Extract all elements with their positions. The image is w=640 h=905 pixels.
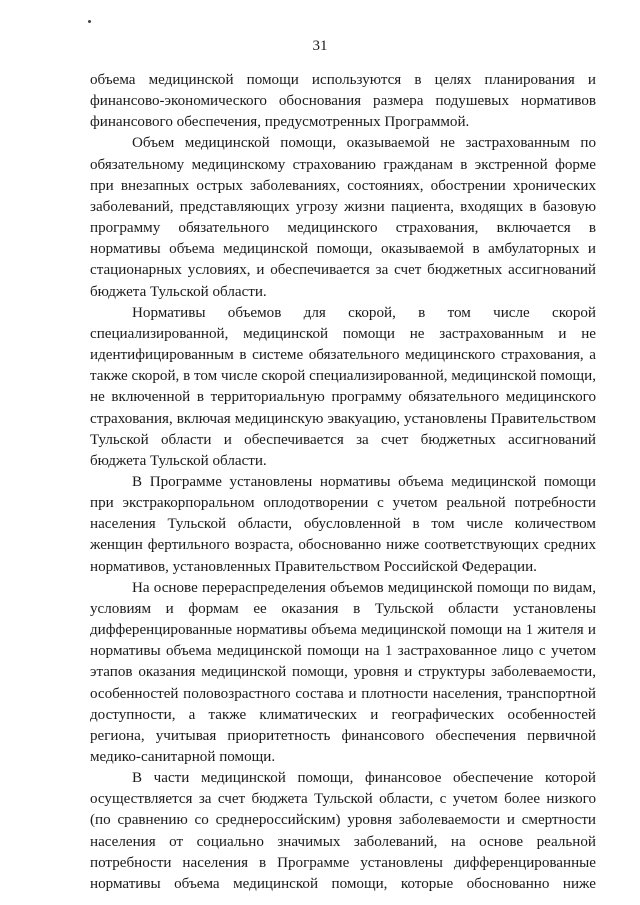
paragraph-3: Нормативы объемов для скорой, в том числе скорой специализированной, медицинской помощи не застрахованным и не идентифицированным в системе обязательного медицинского страхования, а также скорой, в том числе скорой специализированной, медицинской помощи, не включенной в территориальную программу обязательного медицинского страхования, включая медицинскую эвакуацию, установлены Правительством Тульской области и обеспечивается за счет бюджетных ассигнований бюджета Тульской области. <box>90 304 596 469</box>
paragraph-6: В части медицинской помощи, финансовое обеспечение которой осуществляется за счет бюджета Тульской области, с учетом более низкого (по сравнению со среднероссийским) уровня заболеваемости и смертности населения от социально значимых заболеваний, на основе реальной потребности населения в Программе установлены дифференцированные нормативы объема медицинской помощи, которые обоснованно ниже <box>90 770 596 892</box>
paragraph-2: Объем медицинской помощи, оказываемой не застрахованным по обязательному медицинскому страхованию гражданам в экстренной форме при внезапных острых заболеваниях, состояниях, обострении хронических заболеваний, представляющих угрозу жизни пациента, входящих в базовую программу обязательного медицинского страхования, включается в нормативы объема медицинской помощи, оказываемой в амбулаторных и стационарных условиях, и обеспечивается за счет бюджетных ассигнований бюджета Тульской области. <box>90 135 596 300</box>
paragraph-4: В Программе установлены нормативы объема медицинской помощи при экстракорпоральном оплодотворении с учетом реальной потребности населения Тульской области, обусловленной в том числе количеством женщин фертильного возраста, обоснованно ниже соответствующих средних нормативов, установленных Правительством Российской Федерации. <box>90 473 596 575</box>
paragraph-5: На основе перераспределения объемов медицинской помощи по видам, условиям и формам ее оказания в Тульской области установлены дифференцированные нормативы объема медицинской помощи на 1 жителя и нормативы объема медицинской помощи на 1 застрахованное лицо с учетом этапов оказания медицинской помощи, уровня и структуры заболеваемости, особенностей половозрастного состава и плотности населения, транспортной доступности, а также климатических и географических особенностей региона, учитывая приоритетность финансового обеспечения первичной медико-санитарной помощи. <box>90 579 596 765</box>
scan-speck <box>88 20 91 23</box>
page-number: 31 <box>312 38 328 54</box>
document-body <box>90 70 596 895</box>
paragraph-1-continuation: объема медицинской помощи используются в целях планирования и финансово-экономического обоснования размера подушевых нормативов финансового обеспечения, предусмотренных Программой. <box>90 72 596 131</box>
